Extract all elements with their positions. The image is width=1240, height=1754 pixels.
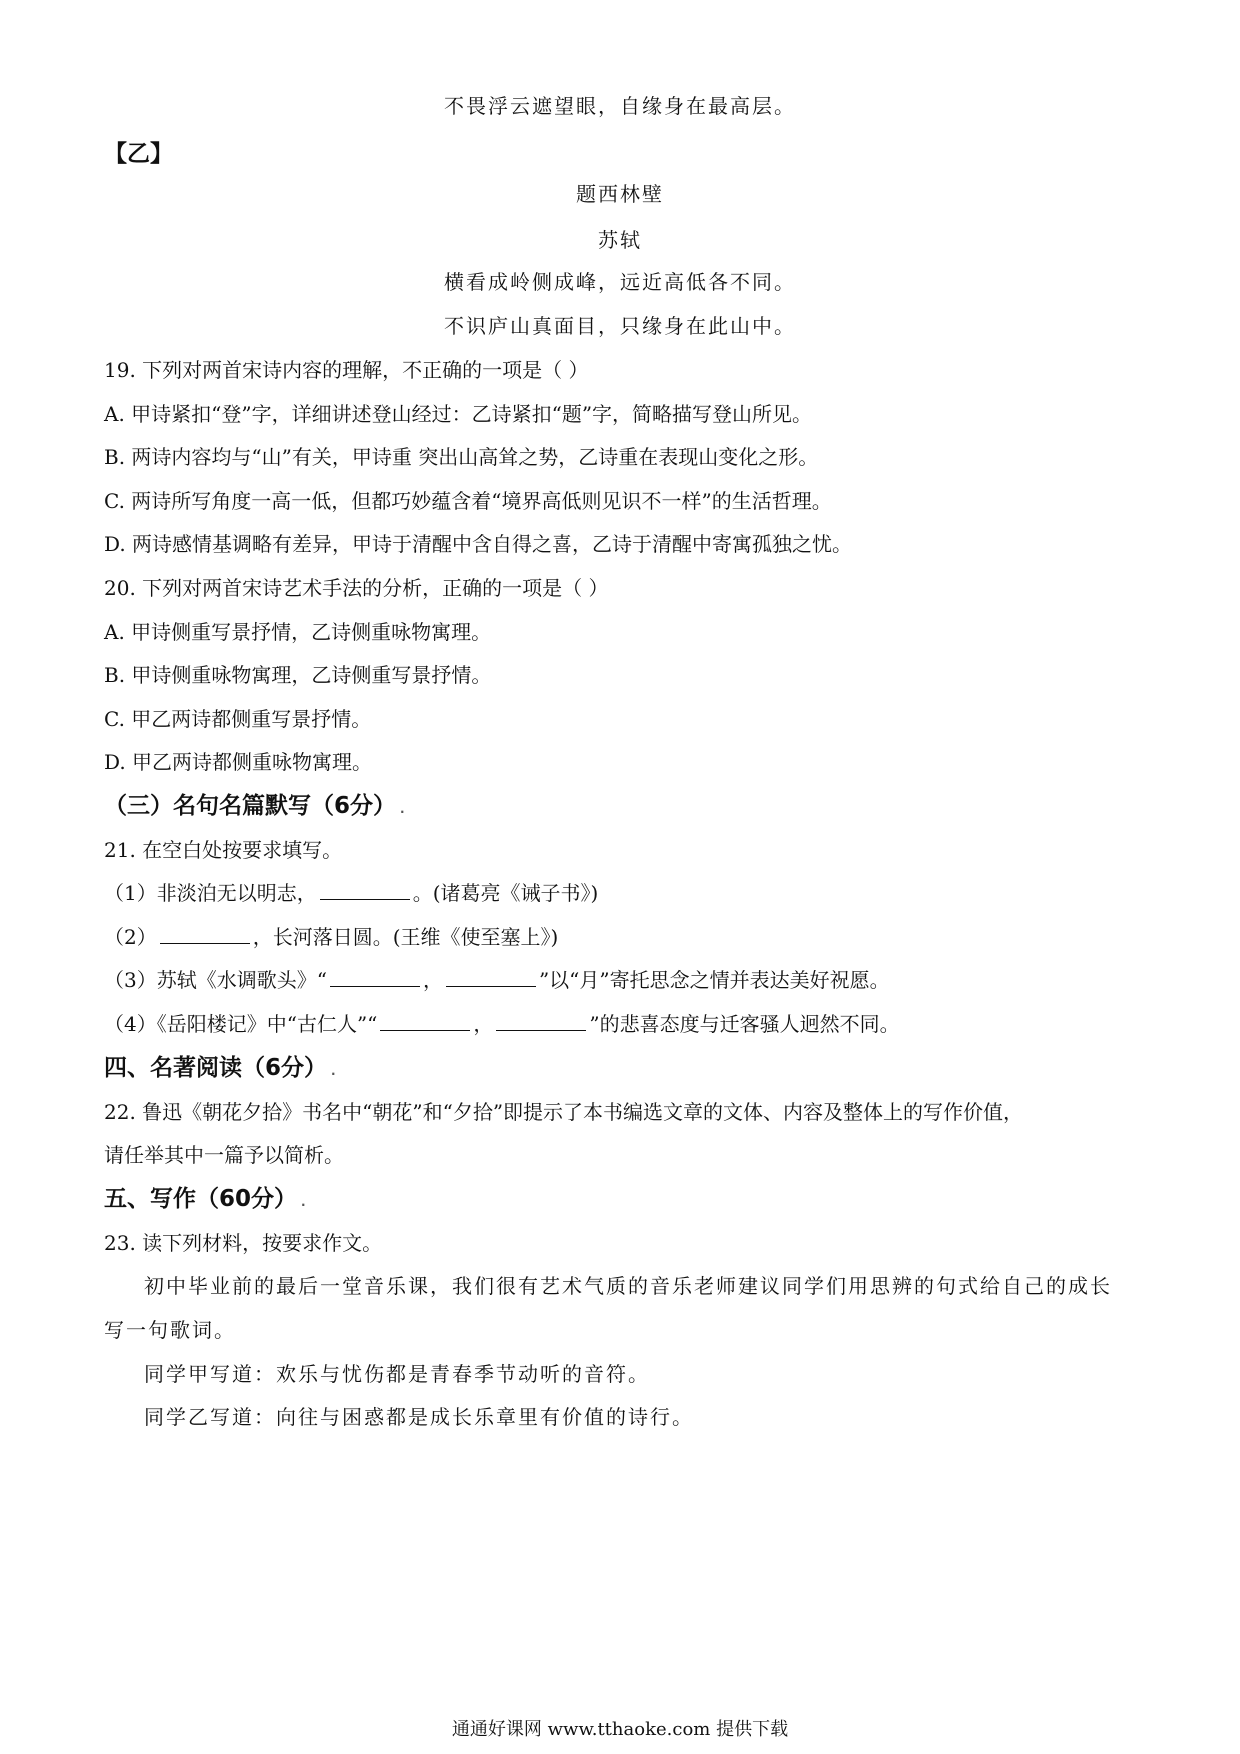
q19-option-b: B. 两诗内容均与“山”有关，甲诗重 突出山高耸之势，乙诗重在表现山变化之形。 — [104, 445, 819, 469]
section3-title-text: （三）名句名篇默写（6分） — [104, 793, 397, 819]
q21-item4-suffix: ”的悲喜态度与迁客骚人迥然不同。 — [589, 1012, 900, 1036]
q21-item4 — [104, 1010, 900, 1038]
q21-item1-prefix: （1）非淡泊无以明志， — [104, 881, 317, 905]
q19-option-d: D. 两诗感情基调略有差异，甲诗于清醒中含自得之喜，乙诗于清醒中寄寓孤独之忧。 — [104, 532, 853, 556]
q21-item4-prefix: （4）《岳阳楼记》中“古仁人”“ — [104, 1012, 378, 1036]
q23-material-line2: 写一句歌词。 — [104, 1318, 236, 1342]
q22-line1: 22. 鲁迅《朝花夕拾》书名中“朝花”和“夕拾”即提示了本书编选文章的文体、内容及整体上的写作价值， — [104, 1100, 1024, 1124]
q19-option-c: C. 两诗所写角度一高一低，但都巧妙蕴含着“境界高低则见识不一样”的生活哲理。 — [104, 489, 832, 513]
q23-material-line4: 同学乙写道：向往与困惑都是成长乐章里有价值的诗行。 — [144, 1405, 694, 1429]
q21-item3 — [104, 966, 890, 994]
q22-line2: 请任举其中一篇予以简析。 — [104, 1143, 344, 1167]
poem-yi-line2: 不识庐山真面目，只缘身在此山中。 — [444, 314, 796, 338]
poem-yi-author: 苏轼 — [598, 228, 642, 252]
q23-material-line1: 初中毕业前的最后一堂音乐课，我们很有艺术气质的音乐老师建议同学们用思辨的句式给自己的成长 — [144, 1274, 1112, 1298]
heading-marker: . — [301, 1195, 306, 1209]
q21-item2-suffix: ，长河落日圆。(王维《使至塞上》) — [252, 925, 559, 949]
answer-blank[interactable] — [446, 968, 536, 987]
label-yi: 【乙】 — [104, 141, 173, 167]
q19-option-a: A. 甲诗紧扣“登”字，详细讲述登山经过：乙诗紧扣“题”字，简略描写登山所见。 — [104, 402, 813, 426]
q21-item3-prefix: （3）苏轼《水调歌头》“ — [104, 968, 327, 992]
page-footer: 通通好课网 www.tthaoke.com 提供下载 — [451, 1719, 789, 1740]
q20-stem: 20. 下列对两首宋诗艺术手法的分析，正确的一项是（ ） — [104, 576, 609, 600]
heading-marker: . — [331, 1064, 336, 1078]
answer-blank[interactable] — [320, 881, 410, 900]
q23-material-line3: 同学甲写道：欢乐与忧伤都是青春季节动听的音符。 — [144, 1362, 650, 1386]
answer-blank[interactable] — [330, 968, 420, 987]
poem-jia-last-line: 不畏浮云遮望眼，自缘身在最高层。 — [444, 94, 796, 118]
section5-title — [104, 1185, 306, 1216]
q21-item2-prefix: （2） — [104, 925, 157, 949]
poem-yi-title: 题西林壁 — [576, 182, 664, 206]
section4-title-text: 四、名著阅读（6分） — [104, 1055, 328, 1081]
answer-blank[interactable] — [380, 1012, 470, 1031]
poem-yi-line1: 横看成岭侧成峰，远近高低各不同。 — [444, 270, 796, 294]
q21-item4-middle: ， — [473, 1012, 494, 1036]
q23-stem: 23. 读下列材料，按要求作文。 — [104, 1231, 383, 1255]
section3-title — [104, 792, 405, 823]
q21-item3-suffix: ”以“月”寄托思念之情并表达美好祝愿。 — [538, 968, 890, 992]
answer-blank[interactable] — [496, 1012, 586, 1031]
q20-option-c: C. 甲乙两诗都侧重写景抒情。 — [104, 707, 372, 731]
q20-option-a: A. 甲诗侧重写景抒情，乙诗侧重咏物寓理。 — [104, 620, 492, 644]
answer-blank[interactable] — [160, 925, 250, 944]
q21-item3-middle: ， — [422, 968, 443, 992]
q19-stem: 19. 下列对两首宋诗内容的理解，不正确的一项是（ ） — [104, 358, 589, 382]
heading-marker: . — [400, 802, 405, 816]
section4-title — [104, 1054, 336, 1085]
q21-item1 — [104, 879, 598, 907]
q21-item2 — [104, 923, 558, 951]
q21-stem: 21. 在空白处按要求填写。 — [104, 838, 343, 862]
q20-option-b: B. 甲诗侧重咏物寓理，乙诗侧重写景抒情。 — [104, 663, 492, 687]
q21-item1-suffix: 。(诸葛亮《诫子书》) — [412, 881, 599, 905]
q20-option-d: D. 甲乙两诗都侧重咏物寓理。 — [104, 750, 373, 774]
section5-title-text: 五、写作（60分） — [104, 1186, 298, 1212]
